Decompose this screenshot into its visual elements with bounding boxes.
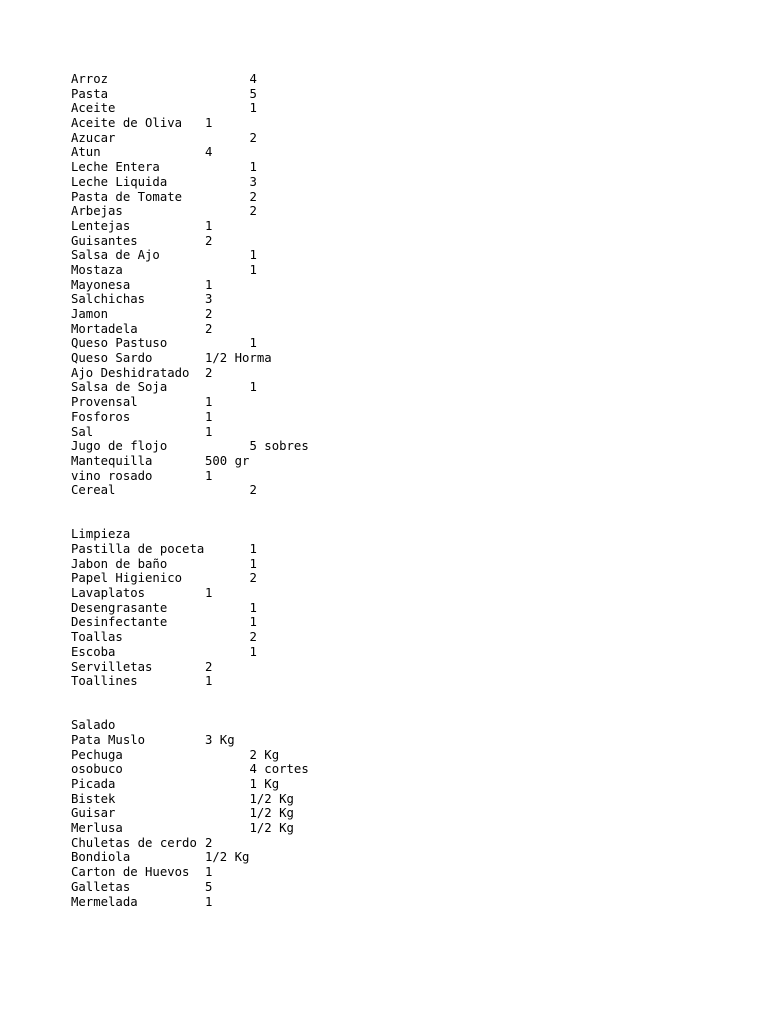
item-quantity: 2 Kg — [249, 747, 280, 762]
item-quantity: 5 — [205, 879, 213, 894]
item-name: Desinfectante — [71, 615, 168, 630]
item-name: Queso Pastuso — [71, 336, 168, 351]
list-item — [71, 395, 309, 410]
item-name: Bondiola — [71, 850, 131, 865]
list-section — [71, 718, 309, 909]
item-quantity: 1/2 Horma — [205, 351, 272, 366]
item-name: Sal — [71, 424, 94, 439]
list-item — [71, 792, 309, 807]
item-name: Atun — [71, 145, 101, 160]
item-name: Jamon — [71, 307, 109, 321]
list-item — [71, 175, 309, 190]
item-name: Papel Higienico — [71, 571, 183, 586]
item-quantity: 1 — [249, 160, 257, 175]
item-quantity: 1 — [205, 894, 213, 909]
item-name: Ajo Deshidratado — [71, 365, 190, 380]
item-name: Mermelada — [71, 894, 138, 909]
item-quantity: 1 — [205, 586, 213, 601]
item-name: Salsa de Ajo — [71, 248, 160, 263]
item-quantity: 2 — [249, 189, 257, 204]
item-quantity: 1 — [249, 542, 257, 557]
item-quantity: 2 — [205, 835, 213, 850]
item-quantity: 1 — [249, 101, 257, 116]
list-section — [71, 527, 309, 689]
item-name: Salsa de Soja — [71, 380, 168, 395]
item-quantity: 1/2 Kg — [249, 821, 294, 836]
list-item — [71, 410, 309, 425]
item-quantity: 1 — [205, 277, 213, 292]
item-name: Pechuga — [71, 747, 123, 762]
item-quantity: 1 — [249, 556, 257, 571]
item-name: Galletas — [71, 879, 131, 894]
section-title: Limpieza — [71, 527, 131, 542]
list-item — [71, 204, 309, 219]
item-quantity: 2 — [249, 571, 257, 586]
item-name: Carton de Huevos — [71, 865, 190, 880]
item-name: Aceite — [71, 101, 116, 116]
list-item — [71, 586, 309, 601]
item-name: Cereal — [71, 483, 116, 498]
item-name: Chuletas de cerdo — [71, 835, 197, 850]
list-item — [71, 571, 309, 586]
item-quantity: 1 — [205, 424, 213, 439]
list-item — [71, 630, 309, 645]
list-item — [71, 483, 309, 498]
list-item — [71, 674, 309, 689]
section-spacer — [71, 689, 309, 718]
item-quantity: 2 — [249, 204, 257, 219]
item-name: Servilletas — [71, 659, 153, 674]
item-name: Aceite de Oliva — [71, 116, 183, 131]
item-name: Mantequilla — [71, 453, 153, 468]
list-item — [71, 660, 309, 675]
list-item — [71, 380, 309, 395]
item-quantity: 1 Kg — [249, 777, 280, 792]
list-section — [71, 72, 309, 498]
list-item — [71, 469, 309, 484]
list-item — [71, 366, 309, 381]
item-name: Jugo de flojo — [71, 439, 168, 454]
item-name: Queso Sardo — [71, 351, 153, 366]
list-item — [71, 190, 309, 205]
item-name: Lavaplatos — [71, 586, 146, 601]
list-item — [71, 645, 309, 660]
item-name: Toallines — [71, 674, 138, 689]
item-name: Lentejas — [71, 218, 131, 233]
item-name: Mortadela — [71, 321, 138, 336]
list-item — [71, 542, 309, 557]
item-quantity: 1 — [205, 409, 213, 424]
list-item — [71, 821, 309, 836]
item-quantity: 1 — [249, 600, 257, 615]
list-item — [71, 557, 309, 572]
item-quantity: 2 — [205, 365, 213, 380]
item-name: Leche Liquida — [71, 174, 168, 189]
item-quantity: 1/2 Kg — [205, 850, 250, 865]
item-name: Arbejas — [71, 204, 123, 219]
item-name: Mayonesa — [71, 277, 131, 292]
list-item — [71, 733, 309, 748]
list-item — [71, 454, 309, 469]
list-item — [71, 116, 309, 131]
item-name: Provensal — [71, 395, 138, 410]
item-quantity: 1 — [205, 865, 213, 880]
item-name: vino rosado — [71, 468, 153, 483]
item-quantity: 5 sobres — [249, 439, 309, 454]
list-item — [71, 850, 309, 865]
item-quantity: 2 — [205, 321, 213, 336]
list-item — [71, 806, 309, 821]
list-item — [71, 322, 309, 337]
item-quantity: 1 — [249, 262, 257, 277]
item-name: Fosforos — [71, 409, 131, 424]
list-item — [71, 145, 309, 160]
item-name: osobuco — [71, 762, 123, 777]
list-item — [71, 351, 309, 366]
item-quantity: 2 — [205, 233, 213, 248]
list-item — [71, 263, 309, 278]
item-name: Desengrasante — [71, 600, 168, 615]
list-item — [71, 87, 309, 102]
list-item — [71, 762, 309, 777]
item-quantity: 4 cortes — [249, 762, 309, 777]
shopping-list-document — [71, 72, 309, 909]
list-item — [71, 307, 309, 322]
item-name: Salchichas — [71, 292, 146, 307]
item-name: Pastilla de poceta — [71, 542, 205, 557]
list-item — [71, 248, 309, 263]
item-quantity: 1/2 Kg — [249, 806, 294, 821]
item-quantity: 1 — [205, 116, 213, 131]
item-quantity: 2 — [249, 483, 257, 498]
list-item — [71, 425, 309, 440]
item-quantity: 1 — [249, 644, 257, 659]
item-name: Leche Entera — [71, 160, 160, 175]
list-item — [71, 439, 309, 454]
item-quantity: 4 — [205, 145, 213, 160]
item-quantity: 1 — [205, 468, 213, 483]
item-name: Jabon de baño — [71, 556, 168, 571]
list-item — [71, 880, 309, 895]
item-name: Azucar — [71, 130, 116, 145]
item-quantity: 2 — [205, 659, 213, 674]
item-name: Pasta — [71, 86, 109, 101]
item-quantity: 5 — [249, 86, 257, 101]
item-name: Guisantes — [71, 233, 138, 248]
item-name: Arroz — [71, 72, 109, 86]
item-quantity: 500 gr — [205, 453, 250, 468]
item-quantity: 1 — [249, 248, 257, 263]
item-quantity: 1 — [249, 615, 257, 630]
list-item — [71, 101, 309, 116]
item-quantity: 2 — [205, 307, 213, 321]
list-item — [71, 836, 309, 851]
item-quantity: 1 — [205, 218, 213, 233]
list-item — [71, 72, 309, 87]
item-quantity: 1/2 Kg — [249, 791, 294, 806]
item-name: Merlusa — [71, 821, 123, 836]
list-item — [71, 219, 309, 234]
item-name: Picada — [71, 777, 116, 792]
list-item — [71, 601, 309, 616]
list-item — [71, 278, 309, 293]
item-quantity: 3 — [249, 174, 257, 189]
list-item — [71, 160, 309, 175]
list-item — [71, 131, 309, 146]
item-name: Bistek — [71, 791, 116, 806]
section-title: Salado — [71, 718, 116, 733]
section-spacer — [71, 498, 309, 527]
item-quantity: 2 — [249, 130, 257, 145]
list-item — [71, 292, 309, 307]
list-item — [71, 777, 309, 792]
list-item — [71, 865, 309, 880]
item-quantity: 1 — [205, 395, 213, 410]
item-name: Pata Muslo — [71, 732, 146, 747]
list-item — [71, 234, 309, 249]
list-item — [71, 895, 309, 910]
list-item — [71, 615, 309, 630]
item-quantity: 3 — [205, 292, 213, 307]
item-quantity: 1 — [249, 336, 257, 351]
item-quantity: 3 Kg — [205, 732, 235, 747]
item-name: Escoba — [71, 644, 116, 659]
item-name: Guisar — [71, 806, 116, 821]
item-name: Toallas — [71, 630, 123, 645]
list-item — [71, 336, 309, 351]
item-name: Mostaza — [71, 262, 123, 277]
item-quantity: 1 — [205, 674, 213, 689]
item-quantity: 1 — [249, 380, 257, 395]
item-name: Pasta de Tomate — [71, 189, 183, 204]
item-quantity: 2 — [249, 630, 257, 645]
item-quantity: 4 — [249, 72, 257, 86]
list-item — [71, 748, 309, 763]
